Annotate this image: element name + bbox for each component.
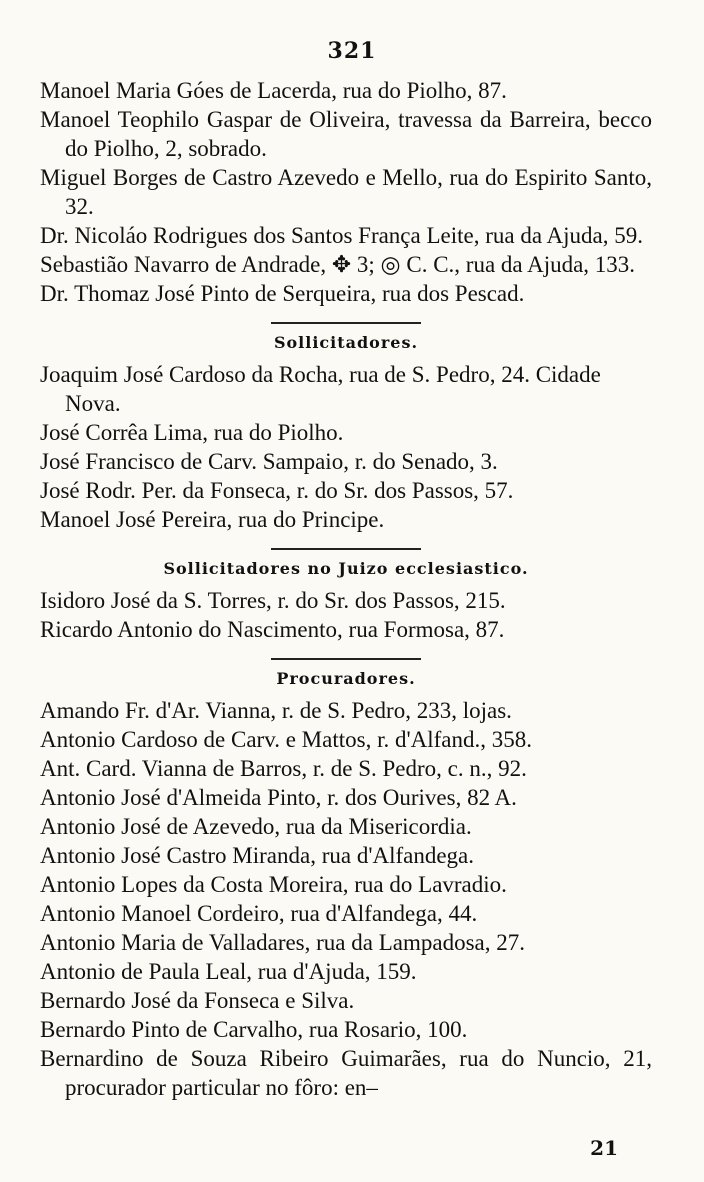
list-item: José Rodr. Per. da Fonseca, r. do Sr. dos Passos, 57.: [40, 478, 514, 503]
list-item: Antonio José d'Almeida Pinto, r. dos Ourives, 82 A.: [40, 785, 517, 810]
list-item: Ricardo Antonio do Nascimento, rua Formosa, 87.: [40, 617, 505, 642]
list-item: Manoel José Pereira, rua do Principe.: [40, 507, 385, 532]
list-item: Bernardo José da Fonseca e Silva.: [40, 988, 355, 1013]
ecclesiastico-list: [40, 586, 652, 644]
list-item: Manoel Maria Góes de Lacerda, rua do Piolho, 87.: [40, 78, 507, 103]
list-item: Antonio José Castro Miranda, rua d'Alfandega.: [40, 843, 475, 868]
list-item: Sebastião Navarro de Andrade, ✥ 3; ◎ C. C., rua da Ajuda, 133.: [40, 252, 636, 277]
list-item: Isidoro José da S. Torres, r. do Sr. dos Passos, 215.: [40, 588, 506, 613]
list-item: Antonio Maria de Valladares, rua da Lampadosa, 27.: [40, 930, 525, 955]
list-item: Antonio de Paula Leal, rua d'Ajuda, 159.: [40, 959, 417, 984]
block1-list: [40, 76, 652, 308]
list-item: José Corrêa Lima, rua do Piolho.: [40, 420, 344, 445]
list-item: Manoel Teophilo Gaspar de Oliveira, travessa da Barreira, becco do Piolho, 2, sobrado.: [40, 107, 652, 161]
section-title-ecclesiastico: Sollicitadores no Juizo ecclesiastico.: [163, 559, 529, 578]
section-divider: [271, 658, 421, 660]
page-number: 321: [327, 38, 377, 64]
list-item: Bernardo Pinto de Carvalho, rua Rosario, 100.: [40, 1017, 468, 1042]
list-item: Dr. Nicoláo Rodrigues dos Santos França Leite, rua da Ajuda, 59.: [40, 223, 643, 248]
sollicitadores-list: [40, 360, 652, 534]
signature-mark: 21: [590, 1136, 618, 1160]
list-item: Antonio Lopes da Costa Moreira, rua do Lavradio.: [40, 872, 507, 897]
list-item: Miguel Borges de Castro Azevedo e Mello, rua do Espirito Santo, 32.: [40, 165, 652, 219]
list-item: Ant. Card. Vianna de Barros, r. de S. Pedro, c. n., 92.: [40, 756, 527, 781]
section-divider: [271, 322, 421, 324]
list-item: Dr. Thomaz José Pinto de Serqueira, rua dos Pescad.: [40, 281, 525, 306]
section-title-sollicitadores: Sollicitadores.: [273, 333, 419, 352]
list-item: Antonio José de Azevedo, rua da Misericordia.: [40, 814, 472, 839]
list-item: Joaquim José Cardoso da Rocha, rua de S. Pedro, 24. Cidade Nova.: [40, 362, 601, 416]
section-divider: [271, 548, 421, 550]
entries-column: [40, 76, 652, 1102]
list-item: Amando Fr. d'Ar. Vianna, r. de S. Pedro, 233, lojas.: [40, 698, 512, 723]
list-item: Antonio Cardoso de Carv. e Mattos, r. d'Alfand., 358.: [40, 727, 532, 752]
procuradores-list: [40, 696, 652, 1102]
list-item: Bernardino de Souza Ribeiro Guimarães, rua do Nuncio, 21, procurador particular no fôro: en–: [40, 1046, 652, 1100]
list-item: José Francisco de Carv. Sampaio, r. do Senado, 3.: [40, 449, 498, 474]
section-title-procuradores: Procuradores.: [276, 669, 416, 688]
list-item: Antonio Manoel Cordeiro, rua d'Alfandega, 44.: [40, 901, 478, 926]
